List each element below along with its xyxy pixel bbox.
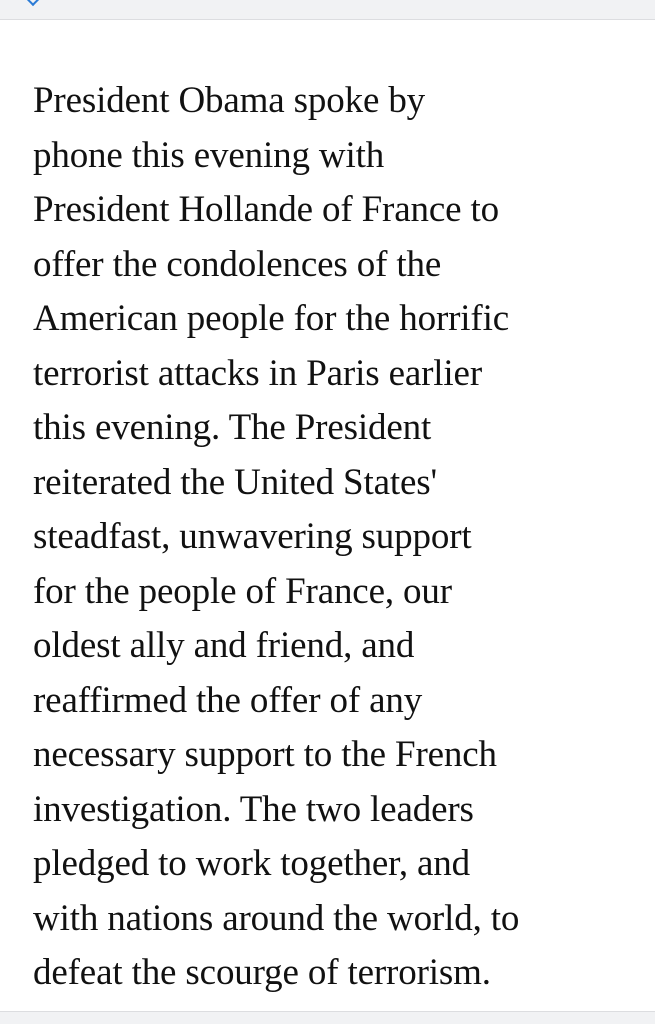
statement-line: President Obama spoke by [33,80,426,121]
top-bar [0,0,655,20]
statement-line: reiterated the United States' [33,461,438,503]
statement-line: American people for the horrific [33,298,509,339]
statement-line: defeat the scourge of terrorism. [33,952,491,993]
statement-text [33,74,633,1001]
statement-line: pledged to work together, and [33,843,471,884]
bottom-bar [0,1012,655,1024]
statement-line: steadfast, unwavering support [33,516,472,557]
chevron-down-icon[interactable] [26,0,40,6]
statement-line: this evening. The President [33,407,432,448]
statement-line: necessary support to the French [33,734,497,775]
statement-line: with nations around the world, to [33,897,520,939]
statement-line: offer the condolences of the [33,243,442,285]
statement-line: terrorist attacks in Paris earlier [33,352,482,394]
statement-line: reaffirmed the offer of any [33,679,423,721]
statement-card [0,20,655,1012]
statement-line: phone this evening with [33,134,385,176]
statement-line: for the people of France, our [33,570,452,612]
statement-line: President Hollande of France to [33,189,499,230]
statement-line: oldest ally and friend, and [33,625,415,666]
statement-line: investigation. The two leaders [33,788,474,830]
